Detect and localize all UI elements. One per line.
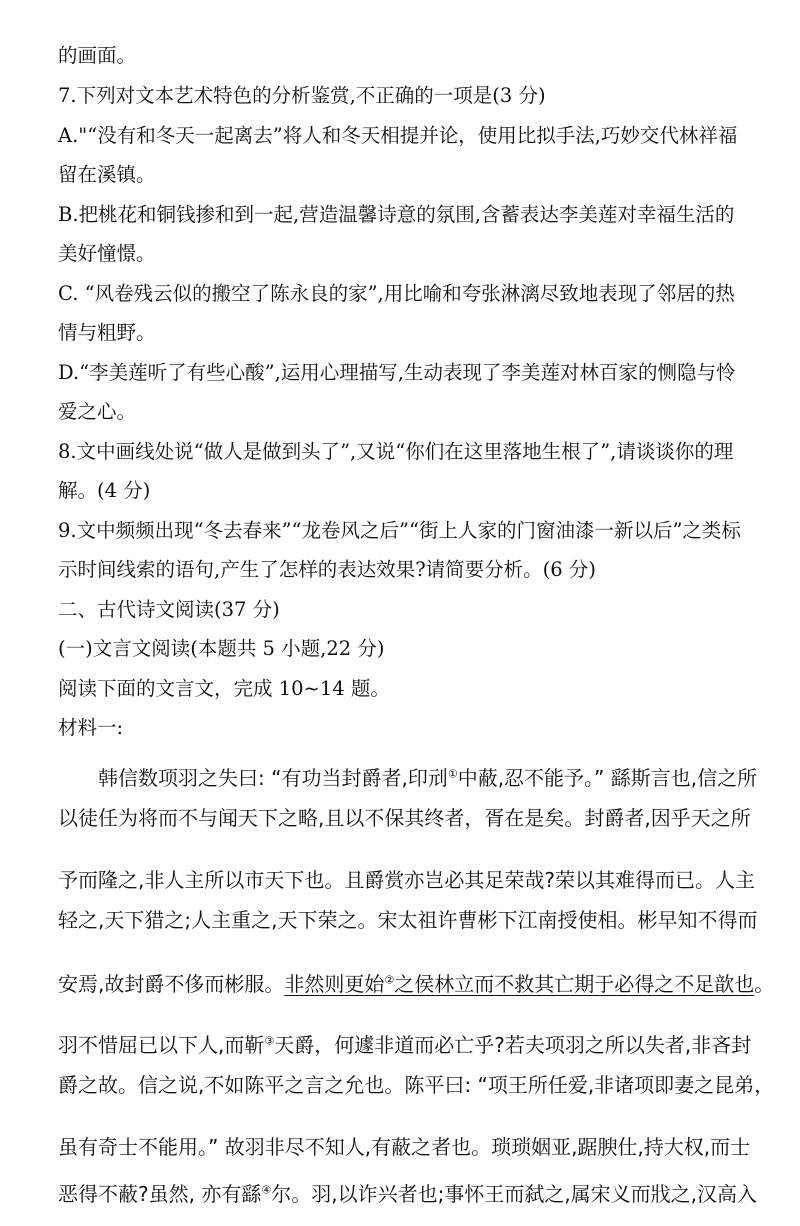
option-a-continued: 留在溪镇。 bbox=[58, 163, 156, 186]
passage-line bbox=[58, 1031, 751, 1059]
instruction: 阅读下面的文言文，完成 10~14 题。 bbox=[58, 677, 390, 700]
passage-line: 爵之故。信之说,不如陈平之言之允也。陈平曰: “项王所任爱,非诸项即妻之昆弟， bbox=[58, 1073, 775, 1097]
underlined-text: 非然则更始 bbox=[284, 972, 385, 996]
passage-text: 韩信数项羽之失曰: “有功当封爵者,印刓 bbox=[98, 766, 448, 790]
footnote-marker: ④ bbox=[261, 1183, 272, 1197]
option-d: D.“李美莲听了有些心酸”,运用心理描写,生动表现了李美莲对林百家的恻隐与怜 bbox=[58, 361, 736, 384]
passage-text: 安焉,故封爵不侈而彬服。 bbox=[58, 972, 285, 996]
passage-text: 尔。羽,以诈兴者也;事怀王而弑之,属宋义而戕之,汉高入 bbox=[271, 1182, 758, 1206]
passage-line: 以徒任为将而不与闻天下之略,且以不保其终者，胥在是矣。封爵者,因乎天之所 bbox=[58, 806, 751, 830]
option-c: C. “风卷残云似的搬空了陈永良的家”,用比喻和夸张淋漓尽致地表现了邻居的热 bbox=[58, 282, 735, 305]
material-label: 材料一: bbox=[58, 716, 124, 739]
passage-text: 。 bbox=[754, 972, 775, 996]
passage-text: 中蔽,忍不能予。” 繇斯言也,信之所 bbox=[457, 766, 758, 790]
footnote-marker: ① bbox=[447, 767, 458, 781]
passage-line bbox=[58, 1180, 757, 1208]
footnote-marker: ② bbox=[384, 973, 395, 987]
question-8: 8.文中画线处说“做人是做到头了”,又说“你们在这里落地生根了”,请谈谈你的理 bbox=[58, 440, 734, 463]
question-9: 9.文中频频出现“冬去春来”“龙卷风之后”“街上人家的门窗油漆一新以后”之类标 bbox=[58, 519, 741, 542]
passage-text: 天爵，何遽非道而必亡乎?若夫项羽之所以失者,非吝封 bbox=[274, 1033, 752, 1057]
passage-line bbox=[98, 764, 757, 792]
question-7-stem: 7.下列对文本艺术特色的分析鉴赏,不正确的一项是(3 分) bbox=[58, 84, 546, 107]
passage-line: 虽有奇士不能用。” 故羽非尽不知人,有蔽之者也。琐琐姻亚,踞腴仕,持大权,而士 bbox=[58, 1135, 751, 1159]
question-9-continued: 示时间线索的语句,产生了怎样的表达效果?请简要分析。(6 分) bbox=[58, 558, 596, 581]
subsection-heading: (一)文言文阅读(本题共 5 小题,22 分) bbox=[58, 637, 385, 660]
section-heading: 二、古代诗文阅读(37 分) bbox=[58, 598, 280, 621]
text-line: 的画面。 bbox=[58, 44, 137, 67]
question-8-continued: 解。(4 分) bbox=[58, 479, 151, 502]
passage-line: 轻之,天下猎之;人主重之,天下荣之。宋太祖许曹彬下江南授使相。彬早知不得而 bbox=[58, 908, 758, 932]
option-d-continued: 爱之心。 bbox=[58, 400, 137, 423]
underlined-text: 之侯林立而不救其亡期于必得之不足歆也 bbox=[394, 972, 755, 996]
option-b: B.把桃花和铜钱掺和到一起,营造温馨诗意的氛围,含蓄表达李美莲对幸福生活的 bbox=[58, 203, 735, 226]
passage-text: 羽不惜屈已以下人,而靳 bbox=[58, 1033, 265, 1057]
passage-line bbox=[58, 970, 774, 998]
option-b-continued: 美好憧憬。 bbox=[58, 242, 156, 265]
footnote-marker: ③ bbox=[264, 1034, 275, 1048]
underlined-sentence bbox=[284, 972, 754, 996]
passage-text: 恶得不蔽?虽然, 亦有繇 bbox=[58, 1182, 262, 1206]
option-c-continued: 情与粗野。 bbox=[58, 321, 156, 344]
option-a: A."“没有和冬天一起离去”将人和冬天相提并论，使用比拟手法,巧妙交代林祥福 bbox=[58, 124, 738, 147]
passage-line: 予而隆之,非人主所以市天下也。且爵赏亦岂必其足荣哉?荣以其难得而已。人主 bbox=[58, 868, 755, 892]
